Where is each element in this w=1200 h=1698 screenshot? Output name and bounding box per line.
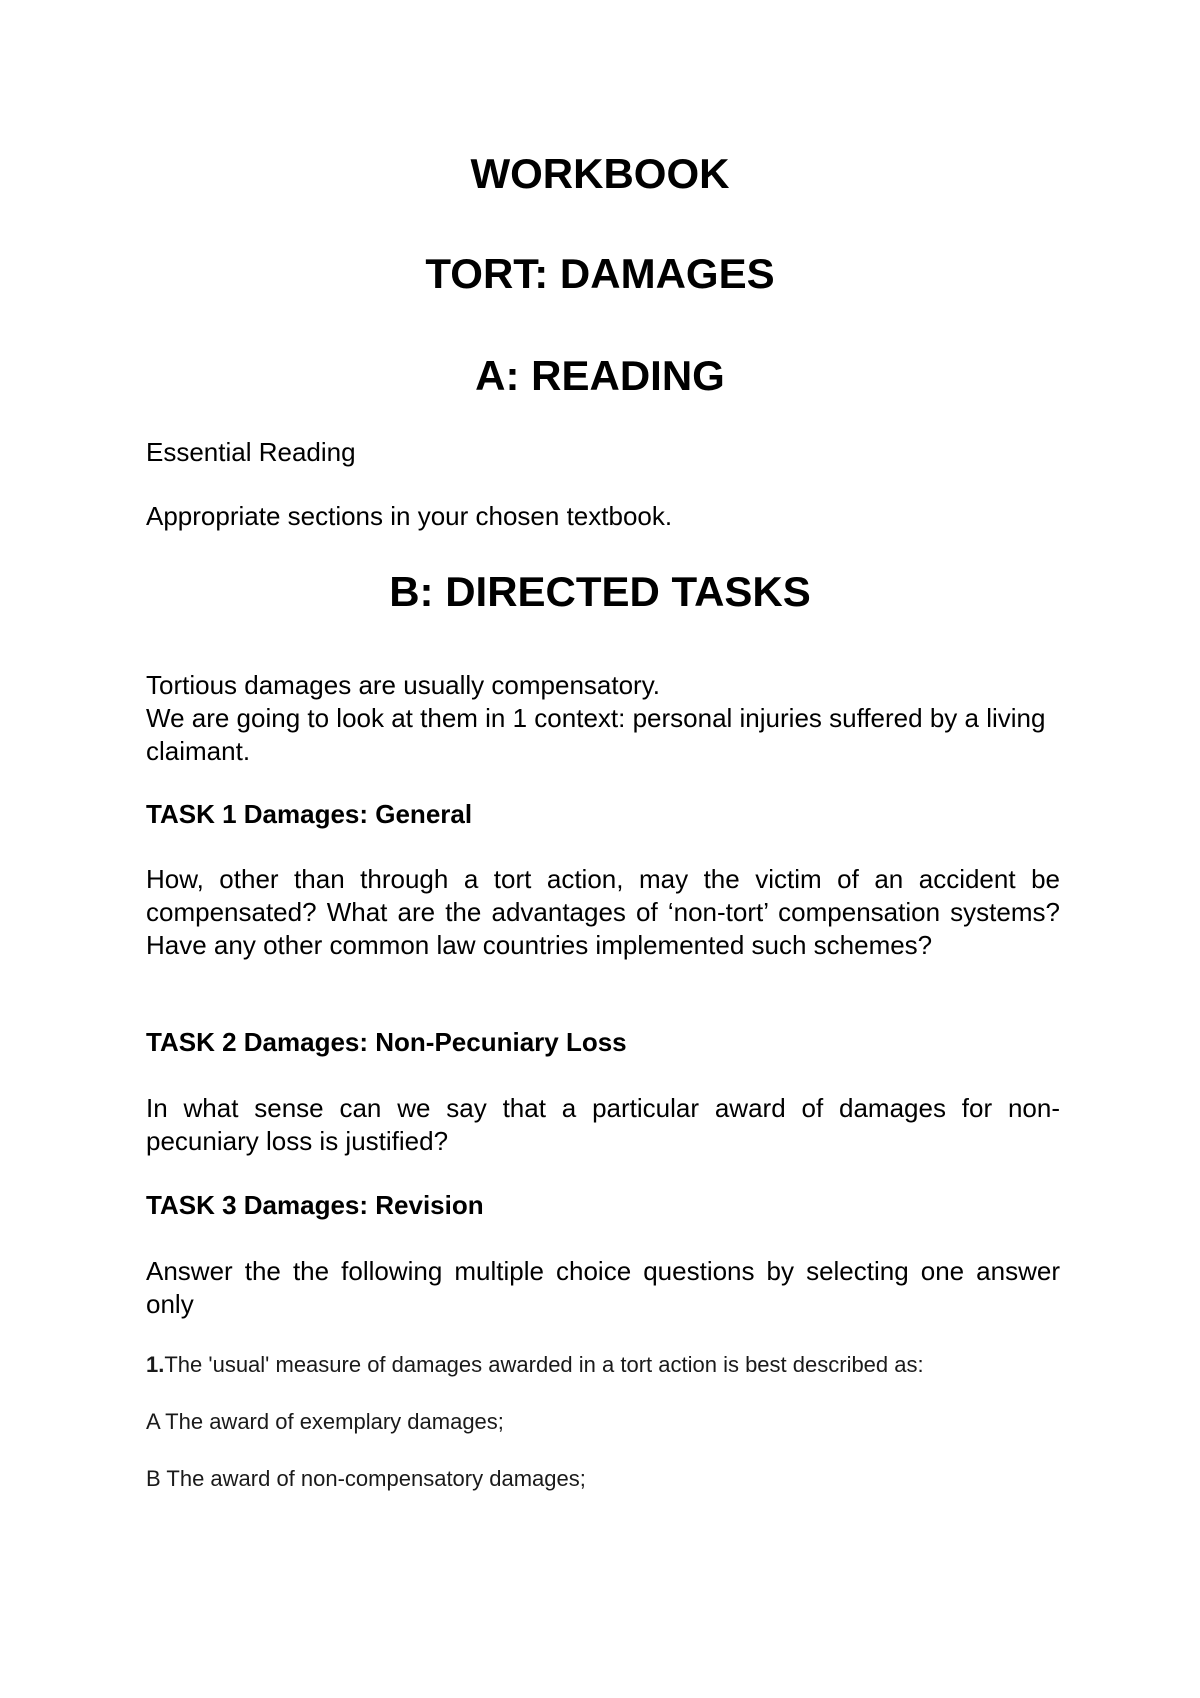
- document-title: WORKBOOK: [470, 150, 730, 197]
- section-a-heading: A: READING: [475, 352, 725, 399]
- document-subtitle: TORT: DAMAGES: [425, 250, 775, 297]
- question-1-text: The 'usual' measure of damages awarded in a tort action is best described as:: [164, 1352, 924, 1377]
- task-1-body: How, other than through a tort action, may the victim of an accident be compensated? What are the advantages of ‘non-tort’ compensation systems? Have any other common law countries implemented such schemes?: [146, 864, 1060, 960]
- essential-reading-label: Essential Reading: [146, 437, 356, 467]
- task-1-title: TASK 1 Damages: General: [146, 799, 473, 829]
- section-b-intro: [146, 669, 1060, 768]
- question-1-option-b: B The award of non-compensatory damages;: [146, 1466, 586, 1491]
- section-b-heading: B: DIRECTED TASKS: [389, 568, 811, 615]
- intro-line-1: Tortious damages are usually compensatory.: [146, 670, 660, 700]
- task-2-body: In what sense can we say that a particular award of damages for non-pecuniary loss is justified?: [146, 1093, 1060, 1156]
- question-1: [146, 1351, 1060, 1379]
- question-1-number: 1.: [146, 1352, 165, 1377]
- task-3-title: TASK 3 Damages: Revision: [146, 1190, 484, 1220]
- intro-line-2: We are going to look at them in 1 context: personal injuries suffered by a living claimant.: [146, 703, 1046, 766]
- essential-reading-text: Appropriate sections in your chosen textbook.: [146, 501, 673, 531]
- task-3-body: Answer the the following multiple choice questions by selecting one answer only: [146, 1256, 1060, 1319]
- task-2-title: TASK 2 Damages: Non-Pecuniary Loss: [146, 1027, 627, 1057]
- question-1-option-a: A The award of exemplary damages;: [146, 1409, 504, 1434]
